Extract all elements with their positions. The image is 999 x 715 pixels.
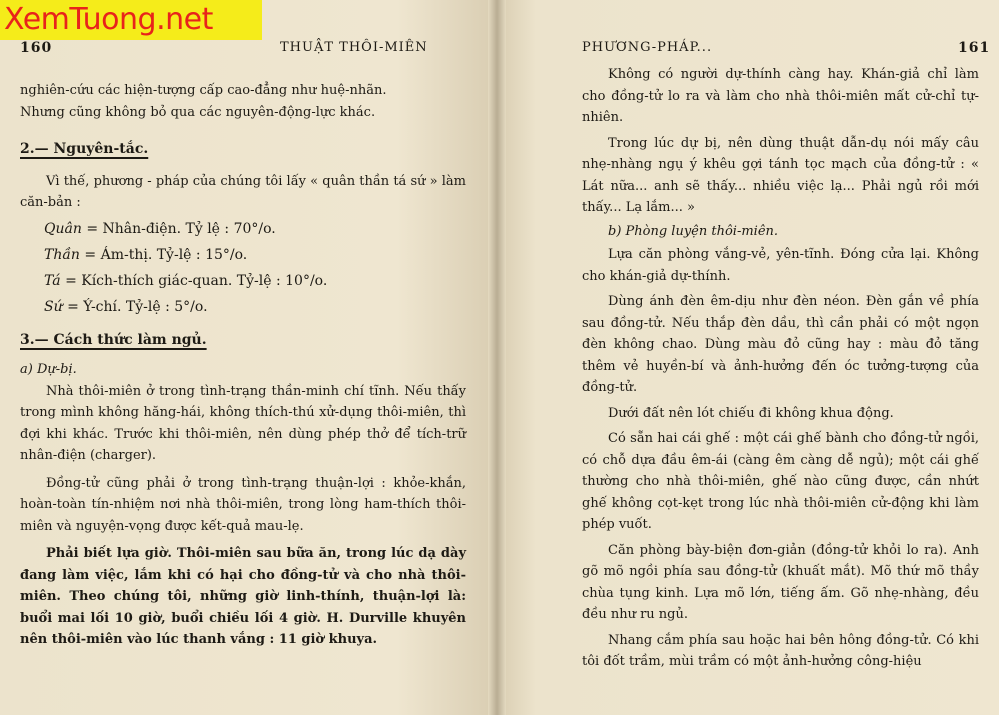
left-running-head: THUẬT THÔI-MIÊN — [280, 40, 428, 55]
paragraph: Dùng ánh đèn êm-dịu như đèn néon. Đèn gắn về phía sau đồng-tử. Nếu thắp đèn dầu, thì cần phải có một ngọn đèn không chao. Dùng màu đỏ cũng hay : màu đỏ tăng thêm vẻ huyền-bí và ảnh-hưởng đến óc tưởng-tượng của đồng-tử. — [582, 294, 979, 395]
section-3-title: 3.— Cách thức làm ngủ. — [20, 331, 207, 348]
paragraph: Dưới đất nên lót chiếu đi không khua động. — [608, 405, 894, 421]
ratio-item — [20, 294, 466, 320]
paragraph: Lựa căn phòng vắng-vẻ, yên-tĩnh. Đóng cửa lại. Không cho khán-giả dự-thính. — [582, 247, 979, 284]
intro-line-1: nghiên-cứu các hiện-tượng cấp cao-đẳng như huệ-nhãn. — [20, 83, 387, 98]
section-2-title: 2.— Nguyên-tắc. — [20, 141, 149, 157]
paragraph: Không có người dự-thính càng hay. Khán-giả chỉ làm cho đồng-tử lo ra và làm cho nhà thôi-miên mất cử-chỉ tự-nhiên. — [582, 67, 979, 125]
left-page-number: 160 — [20, 40, 53, 56]
ratio-item — [20, 242, 466, 268]
paragraph: Trong lúc dự bị, nên dùng thuật dẫn-dụ nói mấy câu nhẹ-nhàng ngụ ý khêu gợi tánh tọc mạch của đồng-tử : « Lát nữa... anh sẽ thấy... nhiều việc lạ... Phải ngủ rồi mới thấy... Lạ lắm... » — [582, 135, 979, 215]
left-page-body — [20, 80, 466, 651]
paragraph: Phải biết lựa giờ. Thôi-miên sau bữa ăn, trong lúc dạ dày đang làm việc, lắm khi có hại cho đồng-tử và cho nhà thôi-miên. Theo chúng tôi, những giờ linh-thính, thuận-lợi là: buổi mai lối 10 giờ, buổi chiều lối 4 giờ. H. Durville khuyên nên thôi-miên vào lúc thanh vắng : 11 giờ khuya. — [20, 546, 466, 647]
ratio-name: Sứ — [44, 298, 63, 315]
right-running-head: PHƯƠNG-PHÁP... — [582, 40, 713, 55]
book-gutter — [488, 0, 506, 715]
paragraph: Nhang cắm phía sau hoặc hai bên hông đồng-tử. Có khi tôi đốt trầm, mùi trầm có một ảnh-hưởng công-hiệu — [582, 632, 979, 669]
left-page — [0, 0, 496, 715]
ratio-text: = Kích-thích giác-quan. Tỷ-lệ : 10°/o. — [65, 272, 328, 289]
paragraph: Căn phòng bày-biện đơn-giản (đồng-tử khỏi lo ra). Anh gõ mõ ngồi phía sau đồng-tử (khuất mắt). Mõ thứ mõ thầy chùa tụng kinh. Lựa mõ lớn, tiếng ấm. Gõ nhẹ-nhàng, đều đều như ru ngủ. — [582, 542, 979, 622]
right-page-number: 161 — [958, 40, 991, 56]
right-page-body — [582, 64, 979, 673]
ratio-text: = Ý-chí. Tỷ-lệ : 5°/o. — [67, 298, 208, 315]
paragraph: Có sẵn hai cái ghế : một cái ghế bành cho đồng-tử ngồi, có chỗ dựa đầu êm-ái (càng êm càng dễ ngủ); một cái ghế thường cho nhà thôi-miên, ghế nào cũng được, cần nhứt ghế không cọt-kẹt trong lúc nhà thôi-miên cử-động khi làm phép vuốt. — [582, 431, 979, 532]
ratio-item — [20, 216, 466, 242]
subsection-b-title: b) Phòng luyện thôi-miên. — [608, 223, 779, 239]
subsection-a-title: a) Dự-bị. — [20, 362, 77, 377]
right-page — [496, 0, 999, 715]
section-2-paragraph: Vì thế, phương - pháp của chúng tôi lấy « quân thần tá sứ » làm căn-bản : — [20, 173, 466, 210]
ratio-name: Tá — [44, 272, 61, 289]
ratio-list — [20, 216, 466, 320]
ratio-name: Quân — [44, 220, 82, 237]
paragraph: Nhà thôi-miên ở trong tình-trạng thần-minh chí tĩnh. Nếu thấy trong mình không hăng-hái, không thích-thú xử-dụng thôi-miên, thì đợi khi khác. Trước khi thôi-miên, nên dùng phép thở để tích-trữ nhân-điện (charger). — [20, 383, 466, 463]
ratio-text: = Nhân-điện. Tỷ lệ : 70°/o. — [86, 220, 276, 237]
ratio-item — [20, 268, 466, 294]
paragraph: Đồng-tử cũng phải ở trong tình-trạng thuận-lợi : khỏe-khắn, hoàn-toàn tín-nhiệm nơi nhà thôi-miên, trong lòng ham-thích thôi-miên và nguyện-vọng được kết-quả mau-lẹ. — [20, 475, 466, 534]
watermark-logo: XemTuong.net — [0, 0, 262, 40]
intro-line-2: Nhưng cũng không bỏ qua các nguyên-động-lực khác. — [20, 104, 376, 120]
ratio-name: Thần — [44, 246, 80, 263]
ratio-text: = Ám-thị. Tỷ-lệ : 15°/o. — [84, 246, 248, 263]
